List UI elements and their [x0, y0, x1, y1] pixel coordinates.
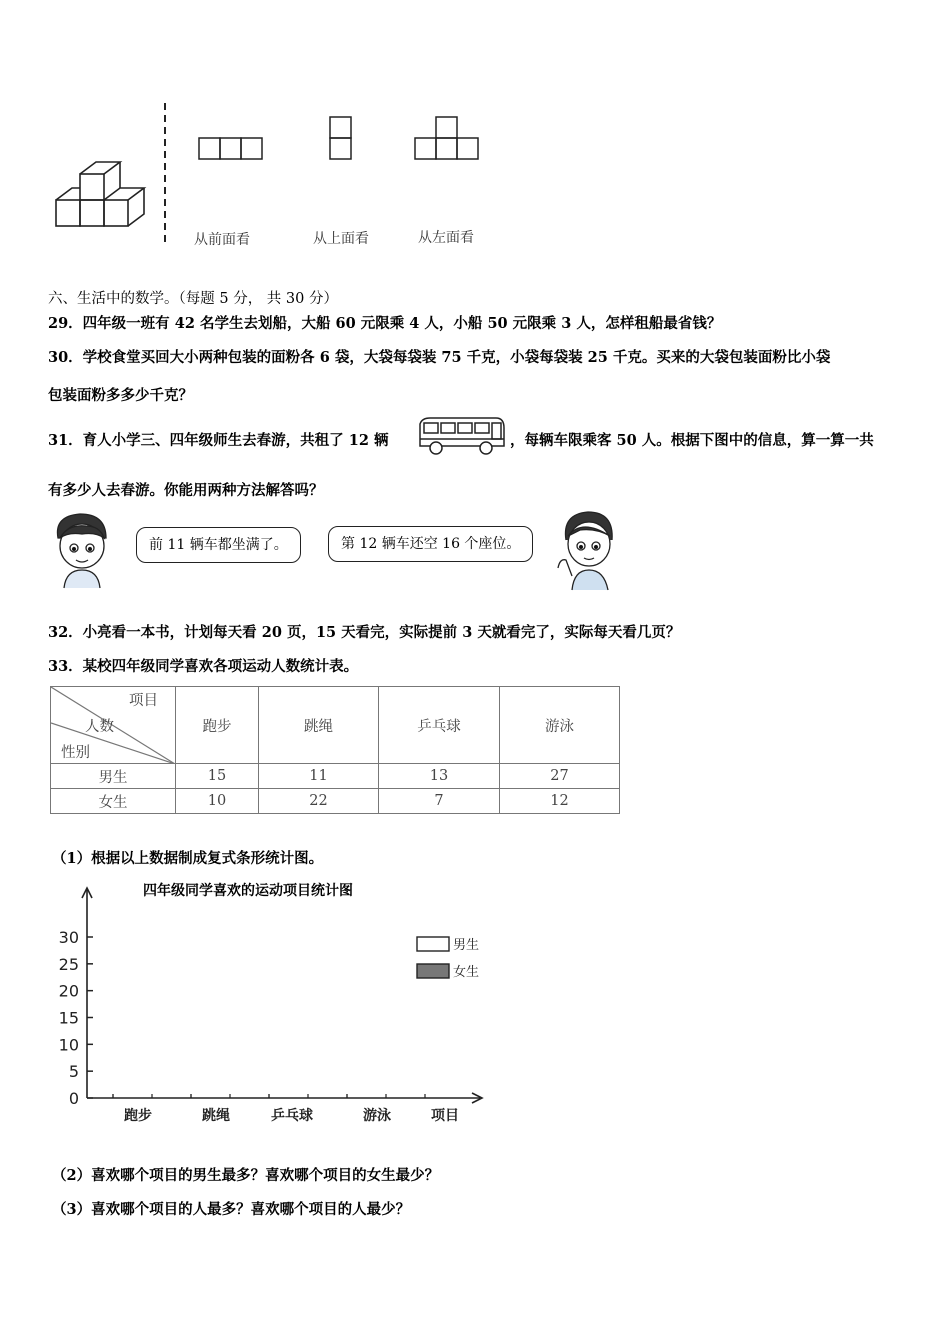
- question-31-part2: ，每辆车限乘客 50 人。根据下图中的信息，算一算一共: [510, 432, 874, 449]
- sports-statistics-table: [50, 686, 620, 814]
- chart-title: 四年级同学喜欢的运动项目统计图: [143, 883, 353, 899]
- legend-swatch: [417, 937, 449, 951]
- x-category-label: 乒乓球: [271, 1108, 313, 1124]
- left-view-drawing: [415, 117, 478, 159]
- table-cell: 22: [259, 789, 379, 814]
- table-cell: 15: [176, 764, 259, 789]
- top-view-drawing: [330, 117, 351, 159]
- section-heading: 六、生活中的数学。（每题 5 分， 共 30 分）: [48, 291, 338, 307]
- corner-count-label: 人数: [85, 719, 114, 735]
- top-view-label: 从上面看: [313, 231, 369, 247]
- row-label: 女生: [51, 789, 176, 814]
- legend-label: 女生: [453, 965, 480, 980]
- question-30-line1: 30．学校食堂买回大小两种包装的面粉各 6 袋，大袋每袋装 75 千克，小袋每袋装 25 千克。买来的大袋包装面粉比小袋: [48, 349, 831, 366]
- column-header: 跳绳: [259, 687, 379, 764]
- left-view-label: 从左面看: [418, 230, 474, 246]
- cube-stack-drawing: [56, 162, 144, 226]
- column-header: 跑步: [176, 687, 259, 764]
- table-row: [51, 764, 620, 789]
- table-cell: 10: [176, 789, 259, 814]
- table-cell: 27: [500, 764, 620, 789]
- column-header: 游泳: [500, 687, 620, 764]
- y-tick-label: 5: [68, 1062, 79, 1082]
- question-31-part1: 31．育人小学三、四年级师生去春游，共租了 12 辆: [48, 432, 389, 449]
- front-view-label: 从前面看: [194, 232, 250, 248]
- y-tick-label: 25: [58, 954, 79, 974]
- question-30-line2: 包装面粉多多少千克？: [48, 387, 193, 404]
- corner-gender-label: 性别: [61, 745, 90, 761]
- y-tick-label: 20: [58, 981, 79, 1001]
- table-cell: 7: [379, 789, 500, 814]
- girl-illustration: [552, 506, 624, 592]
- sub-question-2: （2）喜欢哪个项目的男生最多？喜欢哪个项目的女生最少？: [52, 1167, 440, 1184]
- table-cell: 11: [259, 764, 379, 789]
- x-axis-label: 项目: [431, 1108, 459, 1124]
- sub-question-1: （1）根据以上数据制成复式条形统计图。: [52, 850, 324, 867]
- question-32: 32．小亮看一本书，计划每天看 20 页，15 天看完，实际提前 3 天就看完了，实际每天看几页？: [48, 624, 681, 641]
- question-33-title: 33．某校四年级同学喜欢各项运动人数统计表。: [48, 658, 359, 675]
- x-category-label: 跳绳: [202, 1108, 230, 1124]
- table-row: [51, 789, 620, 814]
- bar-chart: [40, 880, 500, 1130]
- question-29: 29．四年级一班有 42 名学生去划船，大船 60 元限乘 4 人，小船 50 元限乘 3 人，怎样租船最省钱？: [48, 315, 722, 332]
- y-tick-label: 10: [58, 1035, 79, 1055]
- x-category-label: 游泳: [363, 1108, 391, 1124]
- question-31-line2: 有多少人去春游。你能用两种方法解答吗？: [48, 482, 324, 499]
- girl-speech-bubble: 第 12 辆车还空 16 个座位。: [328, 526, 533, 562]
- sub-question-3: （3）喜欢哪个项目的人最多？喜欢哪个项目的人最少？: [52, 1201, 411, 1218]
- table-corner-header: [51, 687, 176, 764]
- y-tick-label: 30: [58, 928, 79, 947]
- legend-label: 男生: [453, 938, 480, 953]
- bus-icon: [416, 414, 508, 458]
- y-tick-label: 15: [58, 1008, 79, 1028]
- front-view-drawing: [199, 138, 262, 159]
- legend-swatch: [417, 964, 449, 978]
- column-header: 乒乓球: [379, 687, 500, 764]
- y-tick-label: 0: [68, 1089, 79, 1108]
- boy-illustration: [46, 508, 118, 590]
- table-cell: 12: [500, 789, 620, 814]
- corner-item-label: 项目: [129, 693, 158, 709]
- boy-speech-bubble: 前 11 辆车都坐满了。: [136, 527, 301, 563]
- x-category-label: 跑步: [124, 1108, 152, 1124]
- row-label: 男生: [51, 764, 176, 789]
- table-cell: 13: [379, 764, 500, 789]
